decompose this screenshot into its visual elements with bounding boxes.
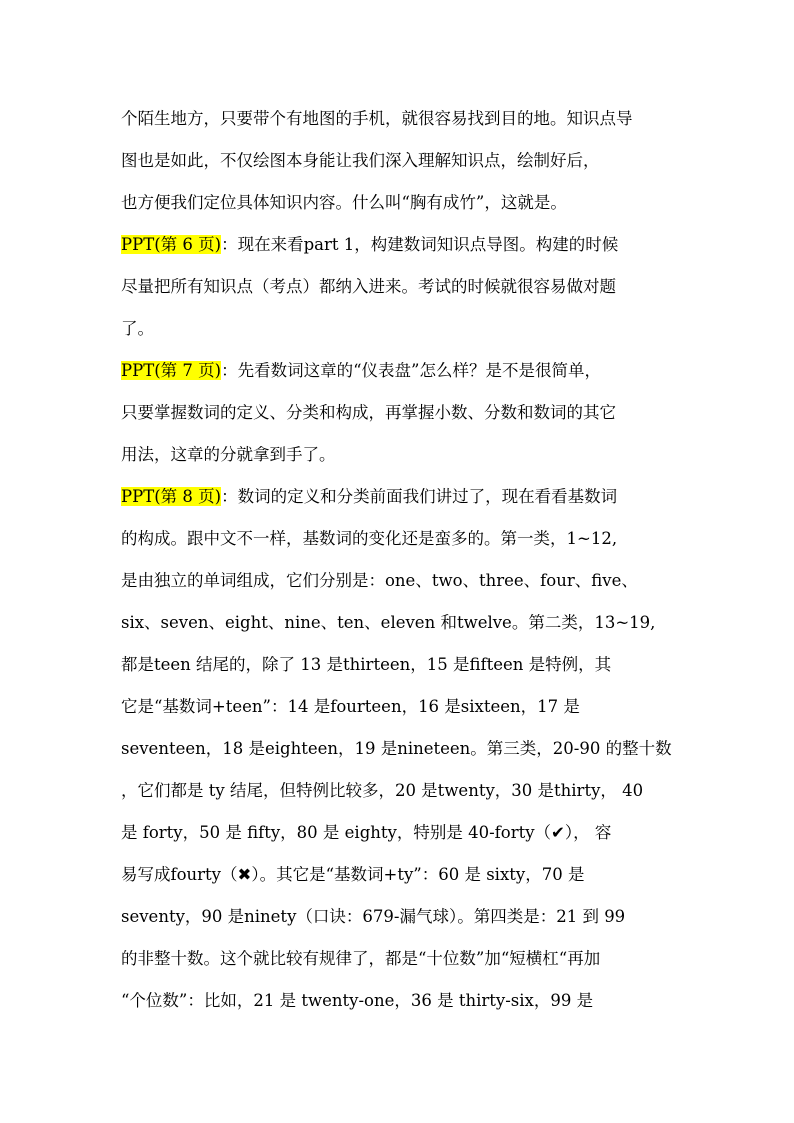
text-line	[121, 224, 677, 266]
text-line: 也方便我们定位具体知识内容。什么叫“胸有成竹”，这就是。	[121, 193, 567, 212]
ppt-page-label: PPT(第 8 页)	[121, 487, 222, 506]
paragraph-ppt-8	[121, 476, 677, 1022]
text-line: ，它们都是 ty 结尾，但特例比较多，20 是twenty，30 是thirty， 40	[121, 781, 644, 800]
paragraph-intro	[121, 98, 677, 224]
document-body	[121, 98, 677, 1022]
text-segment: ：数词的定义和分类前面我们讲过了，现在看看基数词	[221, 487, 618, 506]
text-line	[121, 476, 677, 518]
text-line	[121, 350, 677, 392]
ppt-page-label: PPT(第 7 页)	[121, 361, 222, 380]
text-line: 的非整十数。这个就比较有规律了，都是“十位数”加“短横杠“再加	[121, 949, 601, 968]
text-line: 了。	[121, 319, 154, 338]
text-line: 个陌生地方，只要带个有地图的手机，就很容易找到目的地。知识点导	[121, 109, 633, 128]
text-line: 的构成。跟中文不一样，基数词的变化还是蛮多的。第一类，1~12,	[121, 529, 618, 548]
text-line: 用法，这章的分就拿到手了。	[121, 445, 336, 464]
text-line: 都是teen 结尾的，除了 13 是thirteen，15 是fifteen 是特例，其	[121, 655, 612, 674]
text-segment: ：现在来看part 1，构建数词知识点导图。构建的时候	[221, 235, 619, 254]
text-line: 是由独立的单词组成，它们分别是：one、two、three、four、five、	[121, 571, 638, 590]
text-line: 只要掌握数词的定义、分类和构成，再掌握小数、分数和数词的其它	[121, 403, 616, 422]
text-line: 它是“基数词+teen”：14 是fourteen，16 是sixteen，17 是	[121, 697, 580, 716]
paragraph-ppt-7	[121, 350, 677, 476]
text-line: 是 forty，50 是 fifty，80 是 eighty，特别是 40-forty（✔）， 容	[121, 823, 612, 842]
text-segment: ：先看数词这章的“仪表盘”怎么样？是不是很简单，	[221, 361, 601, 380]
ppt-page-label: PPT(第 6 页)	[121, 235, 222, 254]
text-line: 易写成fourty（✖）。其它是“基数词+ty”：60 是 sixty，70 是	[121, 865, 585, 884]
text-line: 图也是如此，不仅绘图本身能让我们深入理解知识点，绘制好后，	[121, 151, 600, 170]
text-line: “个位数”：比如，21 是 twenty-one，36 是 thirty-six，99 是	[121, 991, 594, 1010]
paragraph-ppt-6	[121, 224, 677, 350]
text-line: 尽量把所有知识点（考点）都纳入进来。考试的时候就很容易做对题	[121, 277, 616, 296]
text-line: six、seven、eight、nine、ten、eleven 和twelve。第二类，13~19,	[121, 613, 656, 632]
text-line: seventy，90 是ninety（口诀：679-漏气球）。第四类是：21 到 99	[121, 907, 626, 926]
text-line: seventeen，18 是eighteen，19 是nineteen。第三类，20-90 的整十数	[121, 739, 672, 758]
